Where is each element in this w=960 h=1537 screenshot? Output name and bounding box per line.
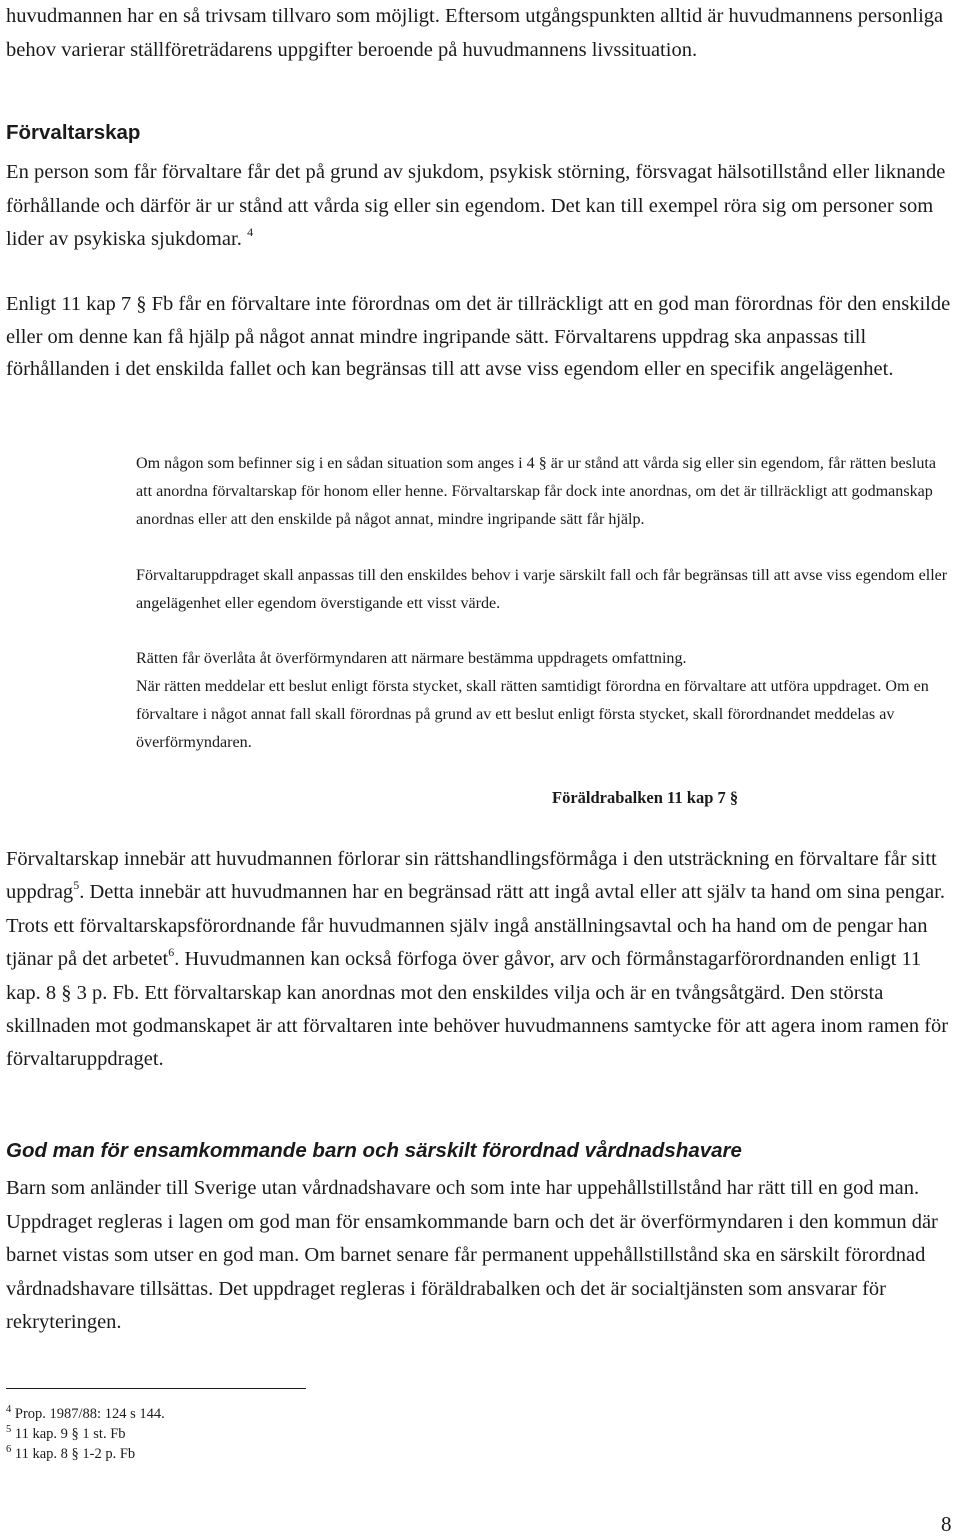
intro-paragraph: huvudmannen har en så trivsam tillvaro som möjligt. Eftersom utgångspunkten alltid är huvudmannens personliga behov varierar ställföreträdarens uppgifter beroende på huvudmannens livssituation.: [6, 5, 944, 61]
quote-paragraph-1: Om någon som befinner sig i en sådan situation som anges i 4 § är ur stånd att vårda sig eller sin egendom, får rätten besluta att anordna förvaltarskap för honom eller henne. Förvaltarskap får dock inte anordnas, om det är tillräckligt att godmanskap anordnas eller att den enskilde på något annat, mindre ingripande sätt får hjälp.: [136, 455, 937, 528]
quote-paragraph-2: Förvaltaruppdraget skall anpassas till den enskildes behov i varje särskilt fall och får begränsas till att avse viss egendom eller angelägenhet eller egendom överstigande ett visst värde.: [136, 567, 948, 612]
footnotes: [6, 1404, 606, 1464]
page-number: 8: [941, 1512, 952, 1536]
forvaltarskap-text: En person som får förvaltare får det på grund av sjukdom, psykisk störning, försvagat hälsotillstånd eller liknande förhållande och därför är ur stånd att vårda sig eller sin egendom. Det kan till exempel röra sig om personer som lider av psykiska sjukdomar.: [6, 161, 946, 250]
quote-paragraph-4: När rätten meddelar ett beslut enligt första stycket, skall rätten samtidigt förordna en förvaltare att utföra uppdraget. Om en förvaltare i något annat fall skall förordnas på grund av ett beslut enligt första stycket, skall förordnandet meddelas av överförmyndaren.: [136, 678, 929, 751]
footnote-5: [6, 1424, 606, 1444]
footnote-text: 11 kap. 9 § 1 st. Fb: [14, 1426, 126, 1442]
footnote-number: 6: [6, 1444, 12, 1455]
forvaltarskap-paragraph: [6, 156, 954, 257]
effects-text-3: . Huvudmannen kan också förfoga över gåvor, arv och förmånstagarförordnanden enligt 11 kap. 8 § 3 p. Fb. Ett förvaltarskap kan anordnas mot den enskildes vilja och är en tvångsåtgärd. Den största skillnaden mot godmanskapet är att förvaltaren inte behöver huvudmannens samtycke för att agera inom ramen för förvaltaruppdraget.: [6, 948, 949, 1071]
footnote-ref-5[interactable]: 5: [73, 878, 80, 893]
effects-text-2: . Detta innebär att huvudmannen har en begränsad rätt att ingå avtal eller att själv ta hand om sina pengar. Trots ett förvaltarskapsförordnande får huvudmannen själv ingå anställningsavtal och ha hand om de pengar han tjänar på det arbetet: [6, 881, 946, 971]
footnote-number: 4: [6, 1404, 12, 1415]
ensamkommande-paragraph: Barn som anländer till Sverige utan vårdnadshavare och som inte har uppehållstillstånd har rätt till en god man. Uppdraget regleras i lagen om god man för ensamkommande barn och det är överförmyndaren i den kommun där barnet vistas som utser en god man. Om barnet senare får permanent uppehållstillstånd ska en särskilt förordnad vårdnadshavare tillsättas. Det uppdraget regleras i föräldrabalken och det är socialtjänsten som ansvarar för rekryteringen.: [6, 1177, 938, 1333]
footnote-number: 5: [6, 1424, 12, 1435]
quote-reference: Föräldrabalken 11 kap 7 §: [552, 788, 739, 807]
footnote-text: 11 kap. 8 § 1-2 p. Fb: [14, 1446, 136, 1462]
footnote-ref-4[interactable]: 4: [247, 225, 254, 239]
section-heading-ensamkommande: God man för ensamkommande barn och särskilt förordnad vårdnadshavare: [6, 1139, 742, 1162]
quote-paragraph-3: Rätten får överlåta åt överförmyndaren att närmare bestämma uppdragets omfattning.: [136, 650, 687, 667]
footnote-4: [6, 1404, 606, 1424]
footnote-ref-6[interactable]: 6: [168, 945, 175, 960]
footnote-6: [6, 1444, 606, 1464]
footnote-divider: [6, 1388, 306, 1389]
forvaltarskap-paragraph-2: Enligt 11 kap 7 § Fb får en förvaltare inte förordnas om det är tillräckligt att en god man förordnas för den enskilde eller om denne kan få hjälp på något annat mindre ingripande sätt. Förvaltarens uppdrag ska anpassas till förhållanden i det enskilda fallet och kan begränsas till att avse viss egendom eller en specifik angelägenhet.: [6, 293, 951, 380]
footnote-text: Prop. 1987/88: 124 s 144.: [14, 1406, 165, 1422]
section-heading-forvaltarskap: Förvaltarskap: [6, 121, 141, 144]
effects-text-1: Förvaltarskap innebär att huvudmannen förlorar sin rättshandlingsförmåga i den utsträckning en förvaltare får sitt uppdrag: [6, 848, 937, 904]
effects-paragraph: [6, 843, 954, 1077]
